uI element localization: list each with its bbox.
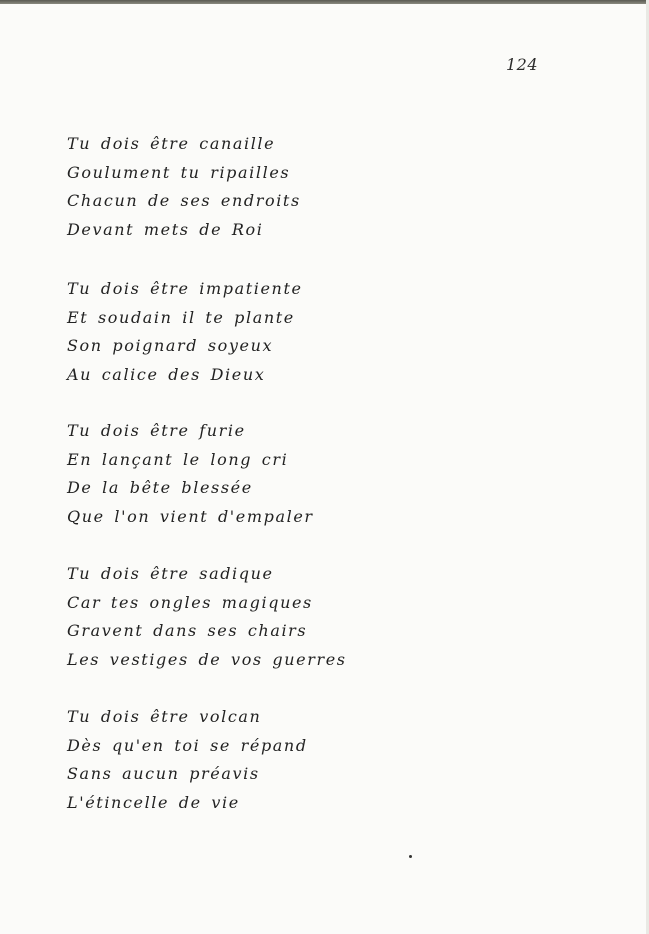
- stanza-5: [67, 703, 308, 817]
- poem-line: Que l'on vient d'empaler: [67, 506, 314, 526]
- poem-line: Tu dois être furie: [67, 421, 246, 440]
- poem-line: Gravent dans ses chairs: [67, 621, 308, 641]
- page-number: 124: [506, 55, 539, 74]
- stanza-3: [67, 417, 314, 531]
- poem-line: Et soudain il te plante: [67, 307, 295, 327]
- poem-line: En lançant le long cri: [67, 449, 289, 469]
- poem-line: Devant mets de Roi: [67, 219, 264, 239]
- poem-line: Car tes ongles magiques: [67, 592, 313, 612]
- poem-line: Chacun de ses endroits: [67, 191, 301, 211]
- poem-line: Goulument tu ripailles: [67, 162, 291, 182]
- stanza-2: [67, 275, 303, 389]
- poem-line: Les vestiges de vos guerres: [67, 649, 347, 669]
- poem-line: Tu dois être canaille: [67, 134, 276, 153]
- stanza-1: [67, 130, 301, 244]
- ink-speck: [409, 855, 412, 858]
- poem-line: L'étincelle de vie: [67, 792, 240, 812]
- poem-line: Tu dois être sadique: [67, 564, 274, 583]
- stanza-4: [67, 560, 347, 674]
- poem-line: Tu dois être impatiente: [67, 279, 303, 298]
- poem-line: Sans aucun préavis: [67, 764, 260, 784]
- poem-line: Au calice des Dieux: [67, 364, 266, 384]
- poem-line: Son poignard soyeux: [67, 336, 274, 356]
- poem-line: Tu dois être volcan: [67, 707, 262, 726]
- poem-line: Dès qu'en toi se répand: [67, 735, 308, 755]
- top-border-rule: [0, 0, 649, 4]
- poem-line: De la bête blessée: [67, 478, 253, 498]
